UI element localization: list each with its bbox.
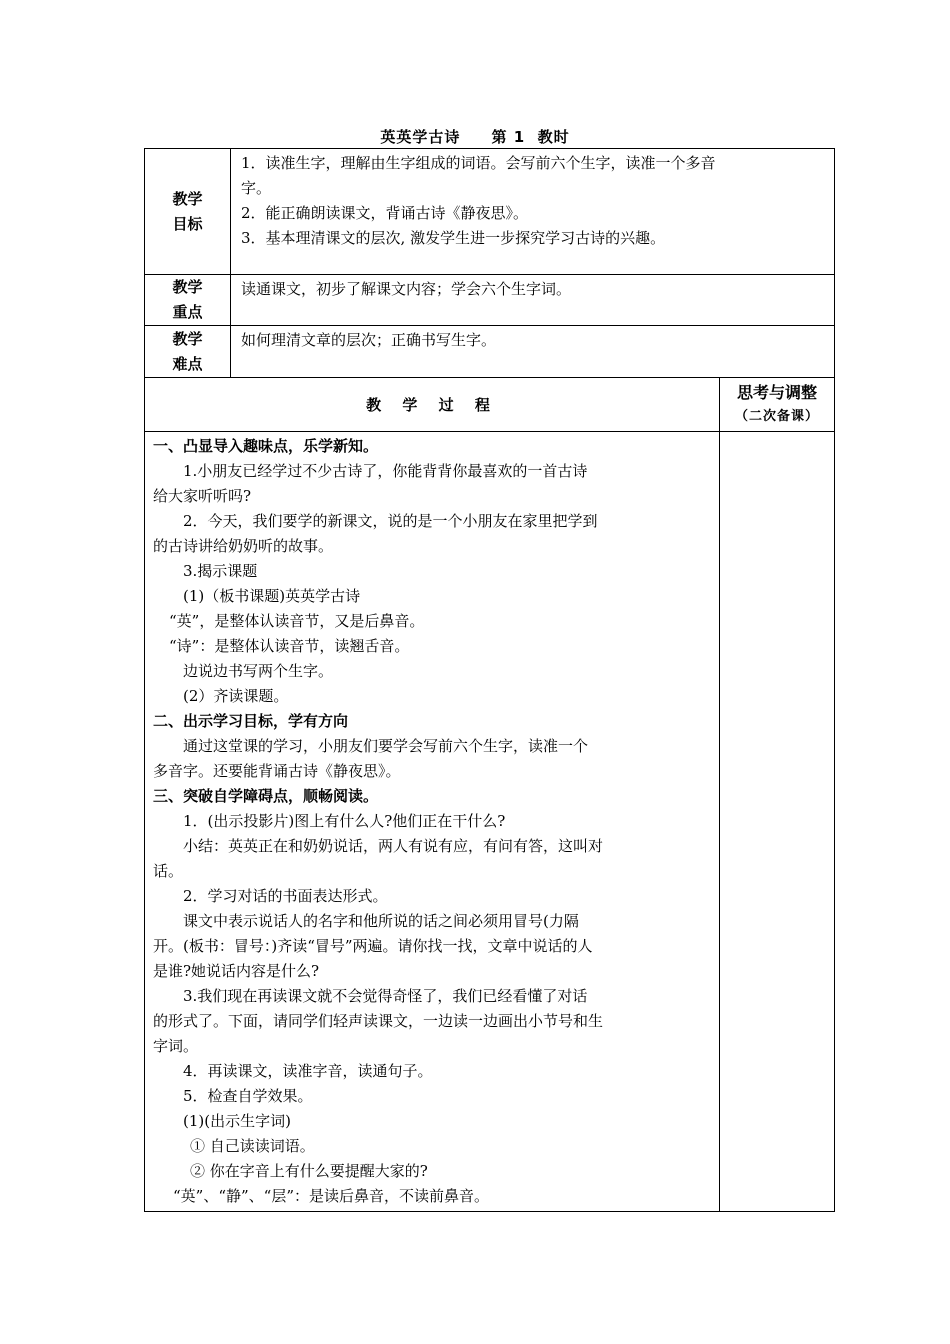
- difficulties-label-line2: 难点: [172, 354, 203, 373]
- process-line: ① 自己读读词语。: [190, 1137, 315, 1155]
- key-points-label: [145, 275, 231, 326]
- process-line: 的形式了。下面，请同学们轻声读课文，一边读一边画出小节号和生: [153, 1012, 604, 1030]
- lesson-plan-table: [144, 148, 835, 1212]
- process-line: 2．学习对话的书面表达形式。: [183, 887, 388, 905]
- objectives-label-line2: 目标: [172, 214, 203, 233]
- process-line: 4．再读课文，读准字音，读通句子。: [183, 1062, 433, 1080]
- process-line: 5．检查自学效果。: [183, 1087, 313, 1105]
- process-line: 小结：英英正在和奶奶说话，两人有说有应，有问有答，这叫对: [183, 837, 604, 855]
- process-lines: [153, 434, 713, 1209]
- process-line: “诗”：是整体认读音节，读翘舌音。: [169, 637, 410, 655]
- process-line: ② 你在字音上有什么要提醒大家的?: [190, 1162, 428, 1180]
- process-line: 字词。: [153, 1037, 199, 1055]
- process-line: “英”、“静”、“层”：是读后鼻音，不读前鼻音。: [173, 1187, 490, 1205]
- process-line: 3.揭示课题: [183, 562, 258, 580]
- process-line: 多音字。还要能背诵古诗《静夜思》。: [153, 762, 401, 780]
- process-content: [145, 432, 720, 1212]
- objectives-label-line1: 教学: [172, 189, 203, 208]
- objective-line: 字。: [241, 179, 272, 197]
- objectives-row: [145, 149, 835, 275]
- objectives-content: [231, 149, 835, 275]
- process-line: (2）齐读课题。: [183, 687, 289, 705]
- process-line: 3.我们现在再读课文就不会觉得奇怪了，我们已经看懂了对话: [183, 987, 588, 1005]
- process-line: “英”，是整体认读音节，又是后鼻音。: [169, 612, 425, 630]
- objectives-label: [145, 149, 231, 275]
- process-line: 是谁?她说话内容是什么?: [153, 962, 320, 980]
- process-line: 话。: [153, 862, 184, 880]
- process-section-heading: 一、凸显导入趣味点，乐学新知。: [153, 437, 379, 455]
- key-points-row: [145, 275, 835, 326]
- process-line: 1．(出示投影片)图上有什么人?他们正在干什么?: [183, 812, 506, 830]
- process-header: 教 学 过 程: [145, 378, 720, 432]
- page-title: 英英学古诗 第 1 教时: [380, 128, 570, 146]
- process-header-row: [145, 378, 835, 432]
- process-section-heading: 二、出示学习目标，学有方向: [153, 712, 349, 730]
- process-line: 边说边书写两个生字。: [183, 662, 334, 680]
- process-line: 2．今天，我们要学的新课文，说的是一个小朋友在家里把学到: [183, 512, 598, 530]
- difficulties-row: [145, 326, 835, 378]
- side-header: [720, 378, 835, 432]
- difficulties-content: 如何理清文章的层次；正确书写生字。: [231, 326, 835, 378]
- process-section-heading: 三、突破自学障碍点，顺畅阅读。: [153, 787, 379, 805]
- process-line: 给大家听听吗?: [153, 487, 252, 505]
- difficulties-label-line1: 教学: [172, 329, 203, 348]
- process-line: 1.小朋友已经学过不少古诗了，你能背背你最喜欢的一首古诗: [183, 462, 588, 480]
- process-line: (1)(出示生字词): [183, 1112, 291, 1130]
- objective-line: 2．能正确朗读课文，背诵古诗《静夜思》。: [241, 204, 529, 222]
- process-line: (1)（板书课题)英英学古诗: [183, 587, 361, 605]
- side-header-subtitle: （二次备课）: [735, 408, 820, 424]
- process-line: 开。(板书：冒号：)齐读“冒号”两遍。请你找一找，文章中说话的人: [153, 937, 593, 955]
- process-row: [145, 432, 835, 1212]
- key-points-label-line1: 教学: [172, 278, 203, 296]
- key-points-content: 读通课文，初步了解课文内容；学会六个生字词。: [231, 275, 835, 326]
- side-header-title: 思考与调整: [737, 382, 818, 402]
- objective-line: 1．读准生字，理解由生字组成的词语。会写前六个生字，读准一个多音: [241, 154, 716, 172]
- difficulties-label: [145, 326, 231, 378]
- process-line: 的古诗讲给奶奶听的故事。: [153, 537, 334, 555]
- key-points-label-line2: 重点: [172, 303, 203, 321]
- process-line: 通过这堂课的学习，小朋友们要学会写前六个生字，读准一个: [183, 737, 589, 755]
- process-line: 课文中表示说话人的名字和他所说的话之间必须用冒号(力隔: [183, 912, 579, 930]
- objective-line: 3．基本理清课文的层次, 激发学生进一步探究学习古诗的兴趣。: [241, 229, 666, 247]
- adjustment-notes-cell: [720, 432, 835, 1212]
